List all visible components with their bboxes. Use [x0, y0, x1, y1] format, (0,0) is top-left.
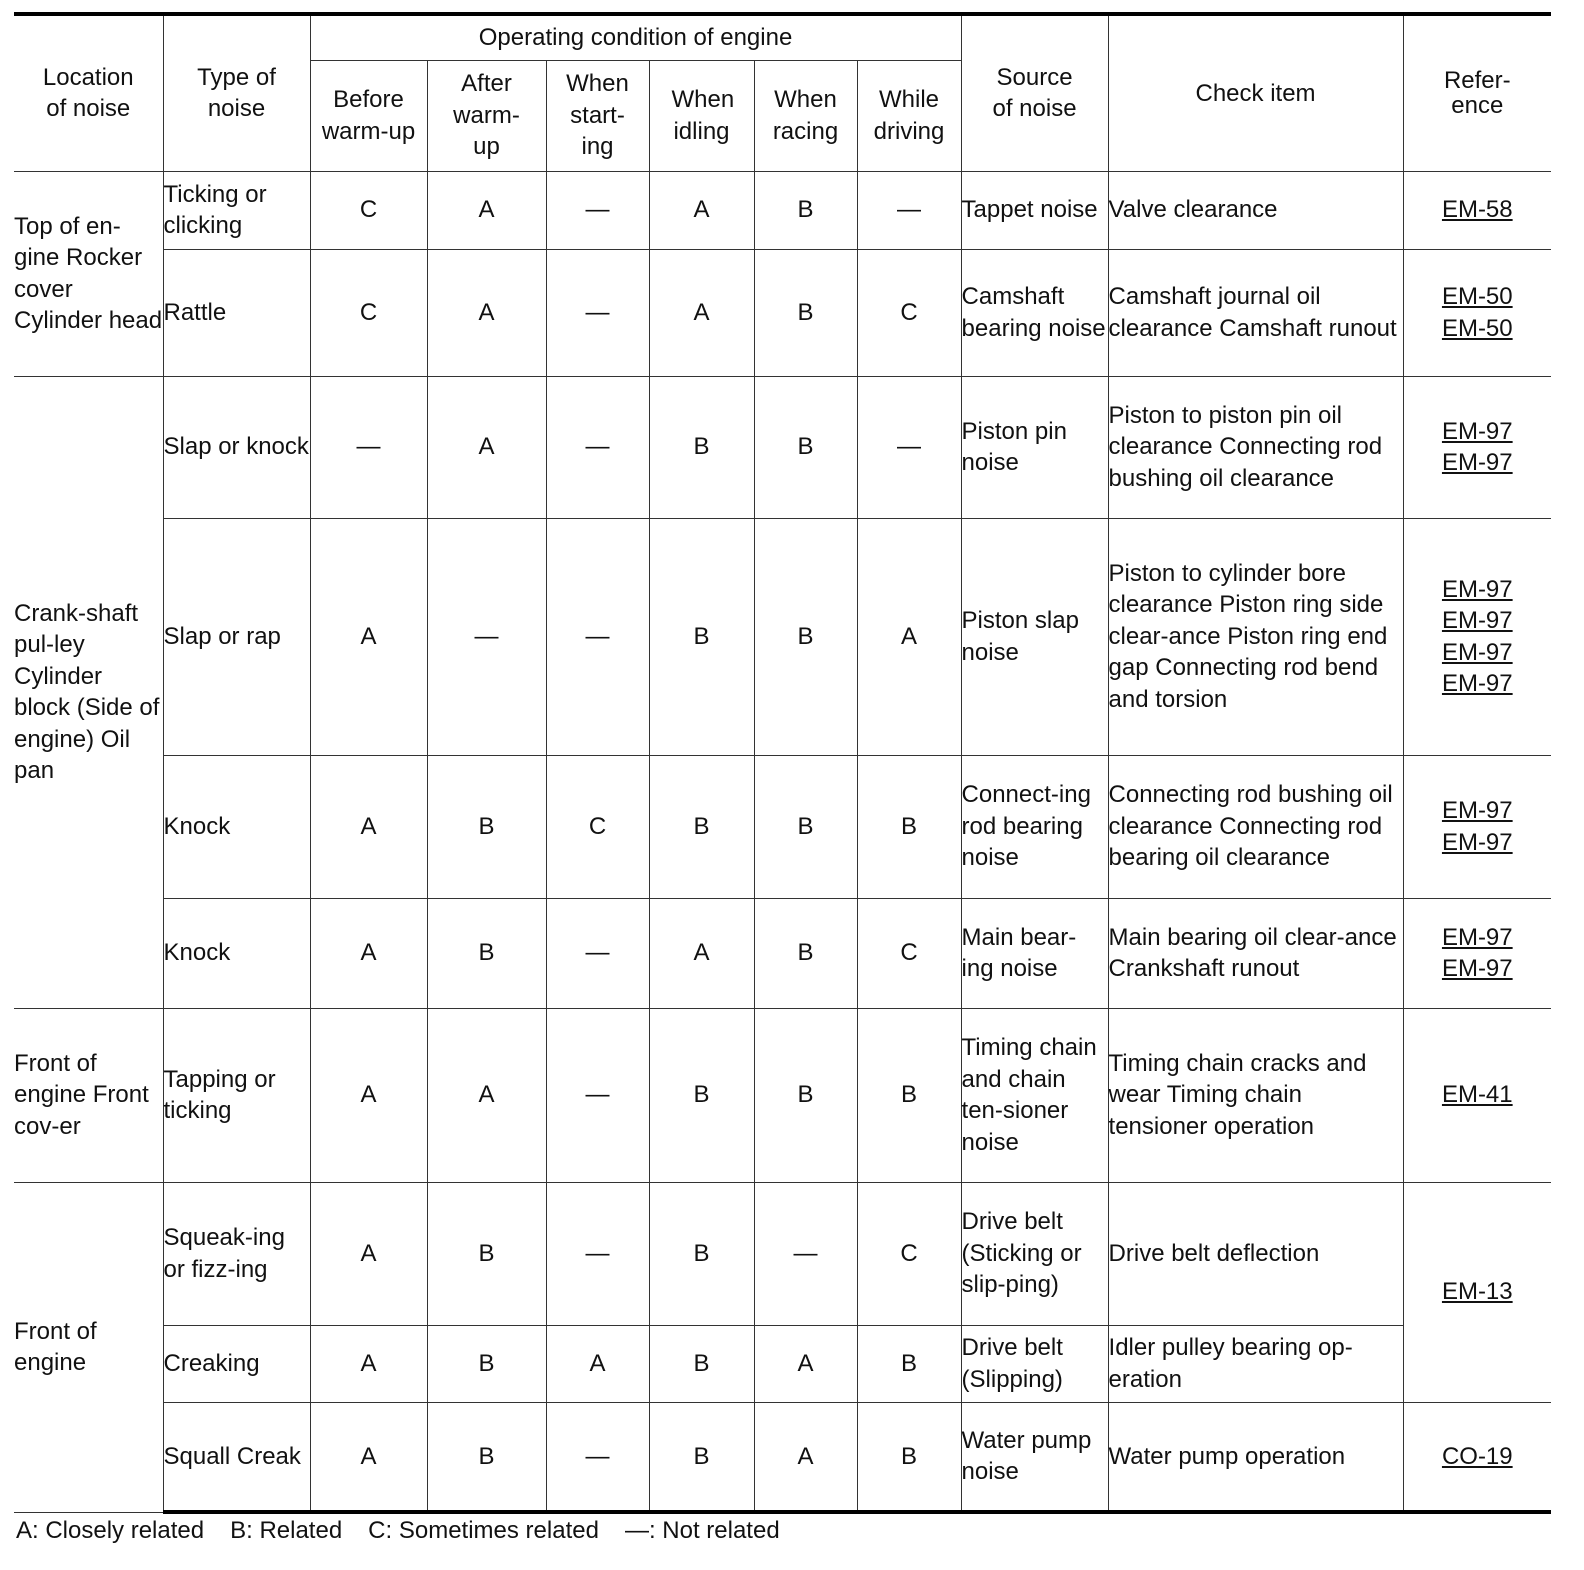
- cond-cell: B: [649, 1182, 754, 1325]
- reference-cell: [1403, 518, 1551, 755]
- check-item-cell: Idler pulley bearing op-eration: [1108, 1325, 1403, 1402]
- cond-cell: B: [427, 898, 546, 1008]
- check-item-cell: Camshaft journal oil clearance Camshaft runout: [1108, 249, 1403, 376]
- header-reference: Refer-ence: [1403, 14, 1551, 171]
- cond-cell: A: [310, 1325, 427, 1402]
- header-type: Type of noise: [163, 14, 310, 171]
- cond-cell: A: [310, 1402, 427, 1512]
- reference-link[interactable]: EM-97: [1441, 575, 1513, 603]
- type-cell: Creaking: [163, 1325, 310, 1402]
- check-item-cell: Main bearing oil clear-ance Crankshaft runout: [1108, 898, 1403, 1008]
- header-operating-condition: Operating condition of engine: [310, 14, 961, 60]
- cond-cell: C: [857, 1182, 961, 1325]
- reference-link[interactable]: EM-97: [1441, 607, 1513, 634]
- header-cond-when-racing: When racing: [754, 60, 857, 171]
- cond-cell: —: [857, 171, 961, 249]
- reference-cell: [1403, 1182, 1551, 1402]
- legend-dash: —: Not related: [624, 1517, 780, 1544]
- reference-cell: [1403, 249, 1551, 376]
- header-cond-after-warmup: After warm-up: [427, 60, 546, 171]
- legend: [16, 1517, 806, 1545]
- header-cond-when-starting: When start-ing: [546, 60, 649, 171]
- source-cell: Piston slap noise: [961, 518, 1108, 755]
- cond-cell: —: [546, 518, 649, 755]
- reference-link[interactable]: EM-97: [1441, 449, 1513, 476]
- cond-cell: B: [754, 755, 857, 898]
- header-source: Source of noise: [961, 14, 1108, 171]
- cond-cell: A: [427, 249, 546, 376]
- cond-cell: A: [857, 518, 961, 755]
- source-cell: Drive belt (Slipping): [961, 1325, 1108, 1402]
- cond-cell: B: [754, 898, 857, 1008]
- header-cond-when-idling: When idling: [649, 60, 754, 171]
- cond-cell: A: [754, 1325, 857, 1402]
- location-cell: Top of en-gine Rocker cover Cylinder head: [14, 171, 163, 376]
- table-row: [14, 518, 1551, 755]
- cond-cell: A: [310, 755, 427, 898]
- cond-cell: —: [546, 1008, 649, 1182]
- cond-cell: A: [427, 171, 546, 249]
- reference-cell: [1403, 898, 1551, 1008]
- legend-c: C: Sometimes related: [368, 1517, 599, 1544]
- source-cell: Connect-ing rod bearing noise: [961, 755, 1108, 898]
- reference-link[interactable]: EM-50: [1441, 314, 1513, 342]
- reference-cell: [1403, 1008, 1551, 1182]
- cond-cell: A: [649, 171, 754, 249]
- reference-link[interactable]: EM-50: [1441, 283, 1513, 310]
- location-cell: Front of engine: [14, 1182, 163, 1512]
- reference-cell: [1403, 376, 1551, 518]
- type-cell: Slap or rap: [163, 518, 310, 755]
- table-row: [14, 1008, 1551, 1182]
- check-item-cell: Piston to cylinder bore clearance Piston ring side clear-ance Piston ring end gap Connecting rod bend and torsion: [1108, 518, 1403, 755]
- cond-cell: B: [754, 171, 857, 249]
- reference-link[interactable]: EM-41: [1441, 1081, 1513, 1109]
- reference-link[interactable]: EM-97: [1441, 923, 1513, 951]
- cond-cell: B: [427, 1182, 546, 1325]
- location-cell: Crank-shaft pul-ley Cylinder block (Side of engine) Oil pan: [14, 376, 163, 1008]
- cond-cell: C: [310, 171, 427, 249]
- header-location: Location of noise: [14, 14, 163, 171]
- source-cell: Main bear-ing noise: [961, 898, 1108, 1008]
- cond-cell: B: [649, 518, 754, 755]
- cond-cell: B: [649, 1402, 754, 1512]
- reference-link[interactable]: EM-97: [1441, 955, 1513, 982]
- source-cell: Tappet noise: [961, 171, 1108, 249]
- check-item-cell: Drive belt deflection: [1108, 1182, 1403, 1325]
- location-cell: Front of engine Front cov-er: [14, 1008, 163, 1182]
- engine-noise-table: [14, 12, 1551, 1514]
- cond-cell: B: [857, 755, 961, 898]
- cond-cell: B: [754, 249, 857, 376]
- source-cell: Timing chain and chain ten-sioner noise: [961, 1008, 1108, 1182]
- table-row: [14, 249, 1551, 376]
- table-row: [14, 898, 1551, 1008]
- type-cell: Squall Creak: [163, 1402, 310, 1512]
- cond-cell: B: [857, 1325, 961, 1402]
- source-cell: Camshaft bearing noise: [961, 249, 1108, 376]
- cond-cell: A: [310, 1008, 427, 1182]
- cond-cell: —: [546, 376, 649, 518]
- cond-cell: B: [649, 755, 754, 898]
- cond-cell: —: [546, 1182, 649, 1325]
- table-row: [14, 1325, 1551, 1402]
- cond-cell: A: [310, 518, 427, 755]
- header-cond-before-warmup: Before warm-up: [310, 60, 427, 171]
- cond-cell: —: [310, 376, 427, 518]
- reference-link[interactable]: EM-58: [1441, 196, 1513, 224]
- type-cell: Knock: [163, 898, 310, 1008]
- type-cell: Tapping or ticking: [163, 1008, 310, 1182]
- cond-cell: B: [649, 1008, 754, 1182]
- reference-link[interactable]: EM-97: [1441, 828, 1513, 856]
- cond-cell: B: [427, 755, 546, 898]
- cond-cell: —: [546, 898, 649, 1008]
- check-item-cell: Connecting rod bushing oil clearance Connecting rod bearing oil clearance: [1108, 755, 1403, 898]
- legend-b: B: Related: [230, 1517, 343, 1544]
- cond-cell: B: [427, 1325, 546, 1402]
- cond-cell: A: [649, 249, 754, 376]
- cond-cell: C: [857, 898, 961, 1008]
- source-cell: Water pump noise: [961, 1402, 1108, 1512]
- cond-cell: —: [546, 1402, 649, 1512]
- cond-cell: B: [649, 376, 754, 518]
- type-cell: Squeak-ing or fizz-ing: [163, 1182, 310, 1325]
- table-row: [14, 1182, 1551, 1325]
- reference-link[interactable]: CO-19: [1441, 1442, 1513, 1470]
- header-check-item: Check item: [1108, 14, 1403, 171]
- table-row: [14, 1402, 1551, 1512]
- legend-a: A: Closely related: [16, 1517, 205, 1544]
- table-row: [14, 755, 1551, 898]
- check-item-cell: Valve clearance: [1108, 171, 1403, 249]
- cond-cell: B: [754, 1008, 857, 1182]
- table-row: [14, 376, 1551, 518]
- reference-link[interactable]: EM-97: [1441, 638, 1513, 666]
- cond-cell: A: [754, 1402, 857, 1512]
- table-row: [14, 171, 1551, 249]
- check-item-cell: Piston to piston pin oil clearance Connecting rod bushing oil clearance: [1108, 376, 1403, 518]
- reference-link[interactable]: EM-97: [1441, 417, 1513, 445]
- cond-cell: B: [427, 1402, 546, 1512]
- cond-cell: A: [546, 1325, 649, 1402]
- cond-cell: A: [310, 898, 427, 1008]
- reference-link[interactable]: EM-13: [1441, 1278, 1513, 1306]
- source-cell: Drive belt (Sticking or slip-ping): [961, 1182, 1108, 1325]
- reference-link[interactable]: EM-97: [1441, 797, 1513, 824]
- reference-cell: [1403, 755, 1551, 898]
- type-cell: Rattle: [163, 249, 310, 376]
- cond-cell: —: [754, 1182, 857, 1325]
- cond-cell: C: [857, 249, 961, 376]
- type-cell: Ticking or clicking: [163, 171, 310, 249]
- type-cell: Knock: [163, 755, 310, 898]
- cond-cell: —: [546, 249, 649, 376]
- cond-cell: —: [427, 518, 546, 755]
- cond-cell: B: [649, 1325, 754, 1402]
- header-cond-while-driving: While driving: [857, 60, 961, 171]
- cond-cell: —: [857, 376, 961, 518]
- cond-cell: C: [310, 249, 427, 376]
- cond-cell: C: [546, 755, 649, 898]
- check-item-cell: Timing chain cracks and wear Timing chain tensioner operation: [1108, 1008, 1403, 1182]
- cond-cell: B: [754, 376, 857, 518]
- cond-cell: —: [546, 171, 649, 249]
- type-cell: Slap or knock: [163, 376, 310, 518]
- cond-cell: B: [754, 518, 857, 755]
- cond-cell: A: [649, 898, 754, 1008]
- cond-cell: A: [427, 376, 546, 518]
- reference-cell: [1403, 171, 1551, 249]
- check-item-cell: Water pump operation: [1108, 1402, 1403, 1512]
- cond-cell: A: [310, 1182, 427, 1325]
- reference-link[interactable]: EM-97: [1441, 670, 1513, 697]
- cond-cell: A: [427, 1008, 546, 1182]
- source-cell: Piston pin noise: [961, 376, 1108, 518]
- cond-cell: B: [857, 1402, 961, 1512]
- reference-cell: [1403, 1402, 1551, 1512]
- cond-cell: B: [857, 1008, 961, 1182]
